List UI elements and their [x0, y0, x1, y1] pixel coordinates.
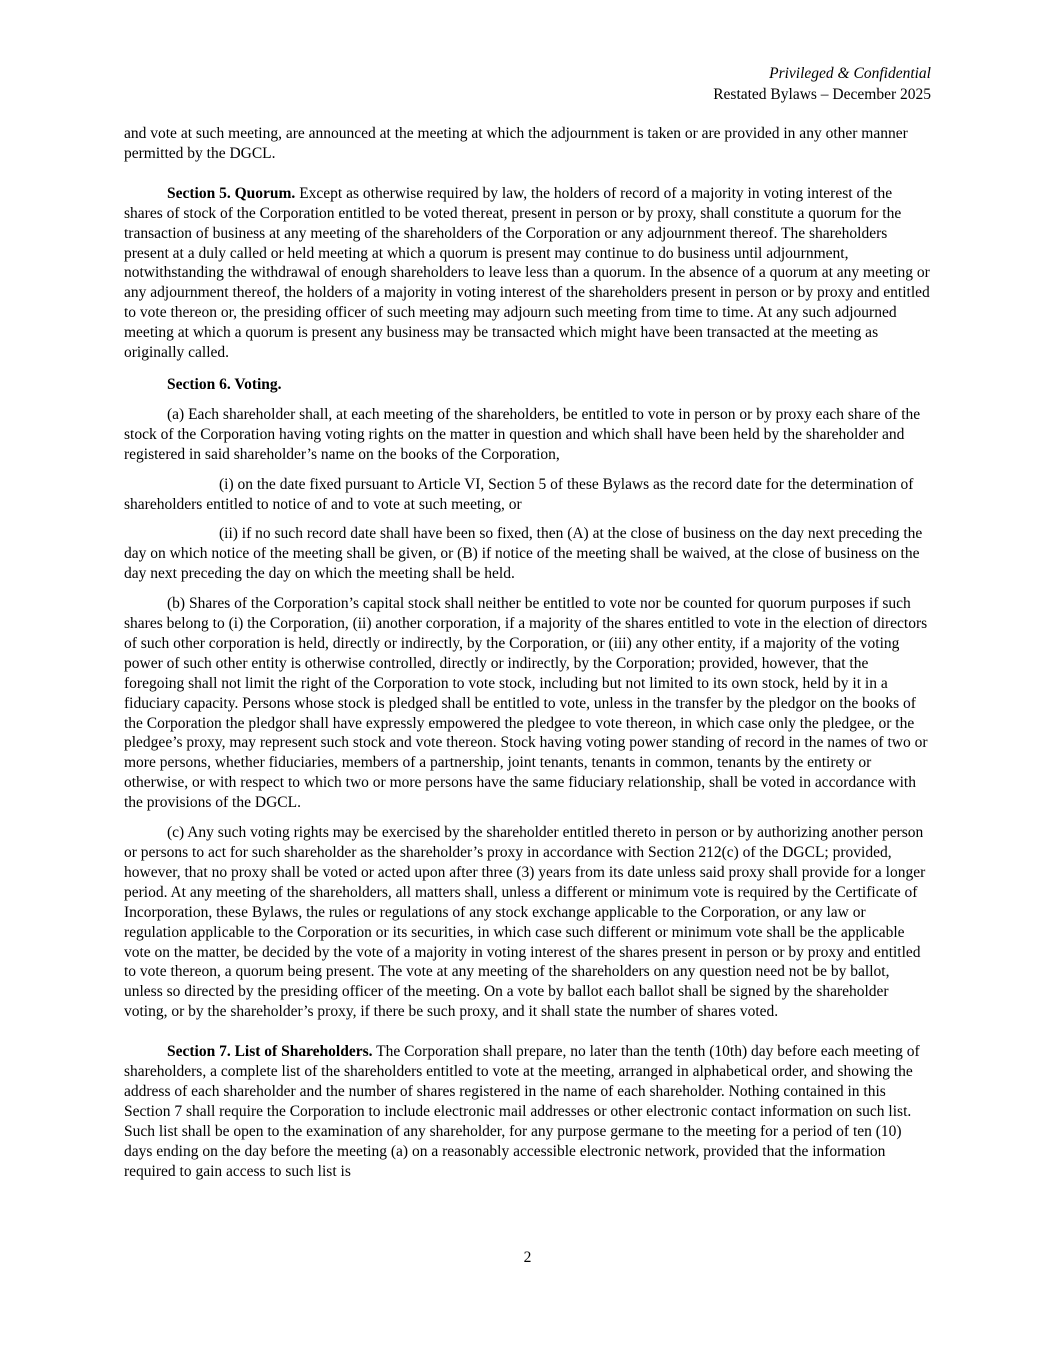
section-5-heading: Section 5. Quorum.	[167, 184, 296, 202]
section-6-a-ii: (ii) if no such record date shall have been so fixed, then (A) at the close of business on the day next preceding the day on which notice of the meeting shall be given, or (B) if notice of the meeting shall be waived, at the close of business on the day next preceding the day on which the meeting shall be held.	[124, 525, 923, 583]
page-number: 2	[523, 1249, 532, 1266]
section-7-heading: Section 7. List of Shareholders.	[167, 1043, 373, 1061]
confidential-label: Privileged & Confidential	[769, 65, 931, 82]
page-header	[713, 63, 931, 105]
section-5-quorum	[124, 184, 932, 363]
section-5-text: Except as otherwise required by law, the holders of record of a majority in voting interest of the shares of stock of the Corporation entitled to be voted thereat, present in person or by proxy, shall constitute a quorum for the transaction of business at any meeting of the shareholders of the Corporation or any adjournment thereof. The shareholders present at a duly called or held meeting at which a quorum is present may continue to do business until adjournment, notwithstanding the withdrawal of enough shareholders to leave less than a quorum. In the absence of a quorum at any meeting or any adjournment thereof, the holders of a majority in voting interest of the shareholders present in person or by proxy and entitled to vote thereon or, the presiding officer of such meeting may adjourn such meeting from time to time. At any such adjourned meeting at which a quorum is present any business may be transacted which might have been transacted at the meeting as originally called.	[124, 184, 930, 362]
section-6-a-i: (i) on the date fixed pursuant to Article VI, Section 5 of these Bylaws as the record date for the determination of shareholders entitled to notice of and to vote at such meeting, or	[124, 475, 914, 513]
section-6-c: (c) Any such voting rights may be exercised by the shareholder entitled thereto in person or by authorizing another person or persons to act for such shareholder as the shareholder’s proxy in accordance with Section 212(c) of the DGCL; provided, however, that no proxy shall be voted or acted upon after three (3) years from its date unless said proxy shall provide for a longer period. At any meeting of the shareholders, all matters shall, unless a different or minimum vote is required by the Certificate of Incorporation, these Bylaws, the rules or regulations of any stock exchange applicable to the Corporation, or any law or regulation applicable to the Corporation or its securities, in which case such different or minimum vote shall be the applicable vote on the matter, be decided by the vote of a majority in voting interest of the shares present in person or by proxy and entitled to vote thereon, a quorum being present. The vote at any meeting of the shareholders on any question need not be by ballot, unless so directed by the presiding officer of the meeting. On a vote by ballot each ballot shall be signed by the shareholder voting, or by the shareholder’s proxy, if there be such proxy, and it shall state the number of shares voted.	[124, 824, 926, 1021]
section-7-text: The Corporation shall prepare, no later than the tenth (10th) day before each meeting of shareholders, a complete list of the shareholders entitled to vote at the meeting, arranged in alphabetical order, and showing the address of each shareholder and the number of shares registered in the name of each shareholder. Nothing contained in this Section 7 shall require the Corporation to include electronic mail addresses or other electronic contact information on such list. Such list shall be open to the examination of any shareholder, for any purpose germane to the meeting for a period of ten (10) days ending on the day before the meeting (a) on a reasonably accessible electronic network, provided that the information required to gain access to such list is	[124, 1043, 920, 1180]
paragraph-continuation: and vote at such meeting, are announced at the meeting at which the adjournment is taken or are provided in any other manner permitted by the DGCL.	[124, 125, 908, 162]
document-title: Restated Bylaws – December 2025	[713, 86, 931, 103]
section-6-b: (b) Shares of the Corporation’s capital stock shall neither be entitled to vote nor be counted for quorum purposes if such shares belong to (i) the Corporation, (ii) another corporation, if a majority of the shares entitled to vote in the election of directors of such other corporation is held, directly or indirectly, by the Corporation, or (iii) any other entity, if a majority of the voting power of such other entity is otherwise controlled, directly or indirectly, by the Corporation; provided, however, that the foregoing shall not limit the right of the Corporation to vote stock, including but not limited to its own stock, held by it in a fiduciary capacity. Persons whose stock is pledged shall be entitled to vote, unless in the transfer by the pledgor on the books of the Corporation the pledgor shall have expressly empowered the pledgee to vote thereon, in which case only the pledgee, or the pledgee’s proxy, may represent such stock and vote thereon. Stock having voting power standing of record in the names of two or more persons, whether fiduciaries, members of a partnership, joint tenants, tenants in common, tenants by the entirety or otherwise, or with respect to which two or more persons have the same fiduciary relationship, shall be voted in accordance with the provisions of the DGCL.	[124, 595, 928, 812]
section-7-list-of-shareholders	[124, 1042, 932, 1181]
section-6-title: Section 6. Voting.	[167, 375, 282, 393]
document-body	[124, 124, 932, 1182]
section-6-a: (a) Each shareholder shall, at each meeting of the shareholders, be entitled to vote in person or by proxy each share of the stock of the Corporation having voting rights on the matter in question and which shall have been held by the shareholder and registered in said shareholder’s name on the books of the Corporation,	[124, 405, 921, 463]
section-6-heading	[124, 375, 932, 395]
